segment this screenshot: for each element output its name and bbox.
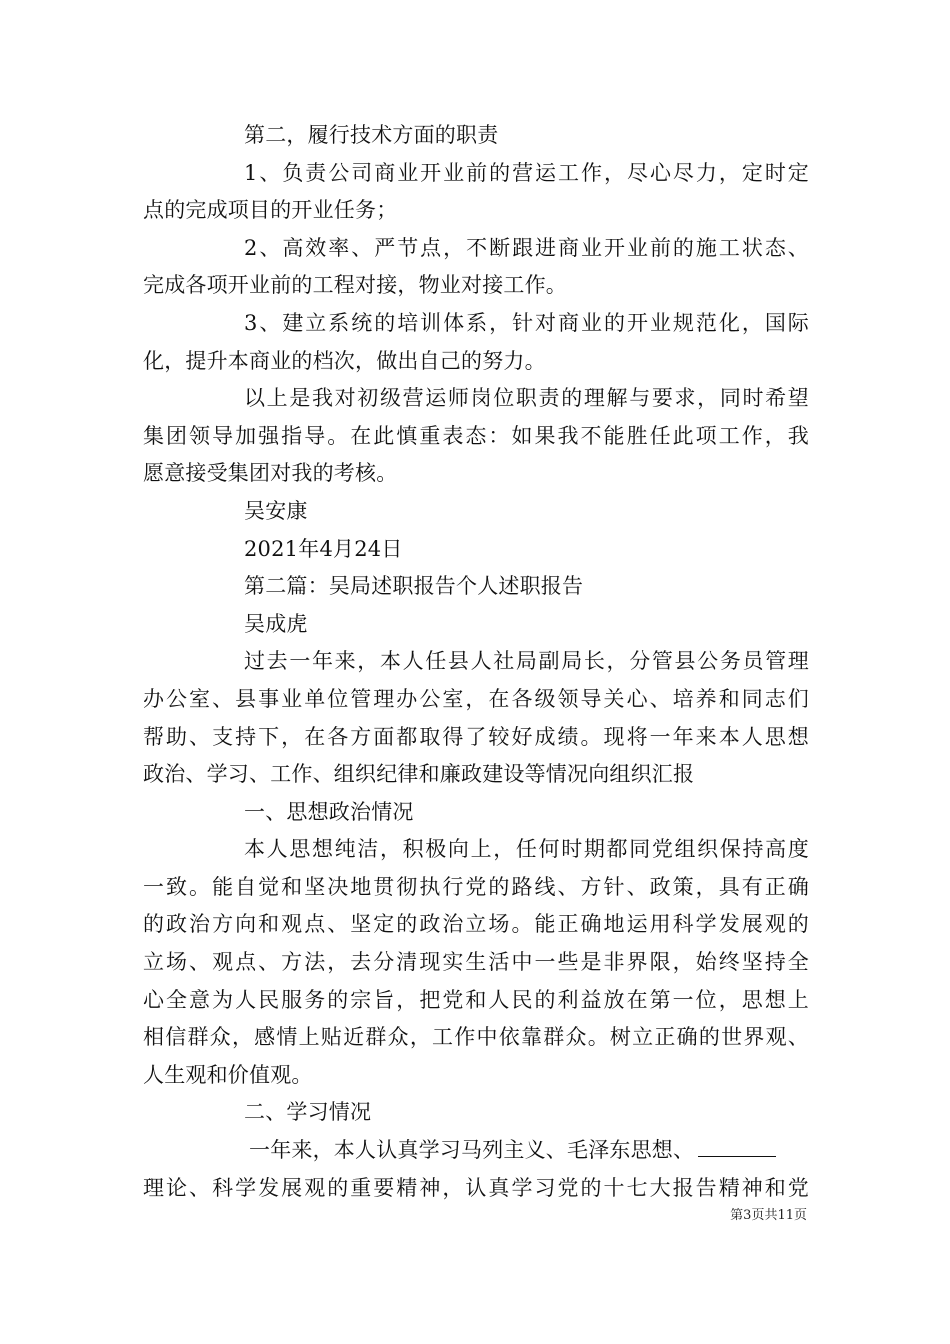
text-line (143, 1170, 809, 1208)
text-line (143, 267, 809, 305)
line-text: 人生观和价值观。 (143, 1062, 313, 1087)
text-line (143, 831, 809, 869)
text-line (143, 1094, 809, 1132)
line-text: 立场、观点、方法，去分清现实生活中一些是非界限，始终坚持全 (143, 950, 809, 975)
text-line (143, 155, 809, 193)
line-text: 过去一年来，本人任县人社局副局长，分管县公务员管理 (244, 649, 809, 674)
line-text: 吴成虎 (244, 611, 308, 636)
text-line (143, 117, 809, 155)
text-line (143, 418, 809, 456)
line-text: 完成各项开业前的工程对接，物业对接工作。 (143, 273, 567, 298)
line-text: 的政治方向和观点、坚定的政治立场。能正确地运用科学发展观的 (143, 912, 809, 937)
line-text: 3、建立系统的培训体系，针对商业的开业规范化，国际 (244, 310, 809, 335)
text-line (143, 1019, 809, 1057)
page-number: 第3页共11页 (730, 1208, 807, 1223)
text-line (143, 1132, 809, 1170)
line-text: 化，提升本商业的档次，做出自己的努力。 (143, 348, 546, 373)
line-text: 一、思想政治情况 (244, 799, 414, 824)
text-line (143, 305, 809, 343)
line-text: 集团领导加强指导。在此慎重表态：如果我不能胜任此项工作，我 (143, 423, 809, 448)
text-line (143, 380, 809, 418)
line-text: 二、学习情况 (244, 1100, 372, 1125)
line-text: 以上是我对初级营运师岗位职责的理解与要求，同时希望 (244, 386, 809, 411)
line-text: 1、负责公司商业开业前的营运工作，尽心尽力，定时定 (244, 160, 809, 185)
line-text: 办公室、县事业单位管理办公室，在各级领导关心、培养和同志们 (143, 686, 809, 711)
line-text: 2021年4月24日 (244, 536, 403, 561)
line-text: 2、高效率、严节点，不断跟进商业开业前的施工状态、 (244, 235, 809, 260)
document-body (143, 117, 809, 1207)
text-line (143, 756, 809, 794)
line-text: 本人思想纯洁，积极向上，任何时期都同党组织保持高度 (244, 837, 809, 862)
text-line (143, 493, 809, 531)
text-line (143, 794, 809, 832)
line-text: 吴安康 (244, 498, 308, 523)
line-text: 愿意接受集团对我的考核。 (143, 461, 398, 486)
line-text: 一致。能自觉和坚决地贯彻执行党的路线、方针、政策，具有正确 (143, 874, 809, 899)
line-text: 第二，履行技术方面的职责 (244, 123, 499, 147)
line-text: 点的完成项目的开业任务； (143, 198, 398, 223)
text-line (143, 230, 809, 268)
line-text: 相信群众，感情上贴近群众，工作中依靠群众。树立正确的世界观、 (143, 1025, 809, 1050)
line-text: 理论、科学发展观的重要精神，认真学习党的十七大报告精神和党 (143, 1175, 809, 1200)
text-line (143, 906, 809, 944)
blank-underline (698, 1136, 776, 1157)
text-line (143, 982, 809, 1020)
line-text: 心全意为人民服务的宗旨，把党和人民的利益放在第一位，思想上 (143, 987, 809, 1012)
text-line (143, 455, 809, 493)
line-text: 一年来，本人认真学习马列主义、毛泽东思想、 (249, 1138, 695, 1163)
text-line (143, 343, 809, 381)
line-text: 帮助、支持下，在各方面都取得了较好成绩。现将一年来本人思想 (143, 724, 809, 749)
text-line (143, 606, 809, 644)
text-line (143, 643, 809, 681)
text-line (143, 531, 809, 569)
text-line (143, 869, 809, 907)
text-line (143, 568, 809, 606)
text-line (143, 192, 809, 230)
text-line (143, 719, 809, 757)
text-line (143, 681, 809, 719)
text-line (143, 944, 809, 982)
line-text: 第二篇：吴局述职报告个人述职报告 (244, 574, 584, 599)
text-line (143, 1057, 809, 1095)
line-text: 政治、学习、工作、组织纪律和廉政建设等情况向组织汇报 (143, 762, 695, 787)
